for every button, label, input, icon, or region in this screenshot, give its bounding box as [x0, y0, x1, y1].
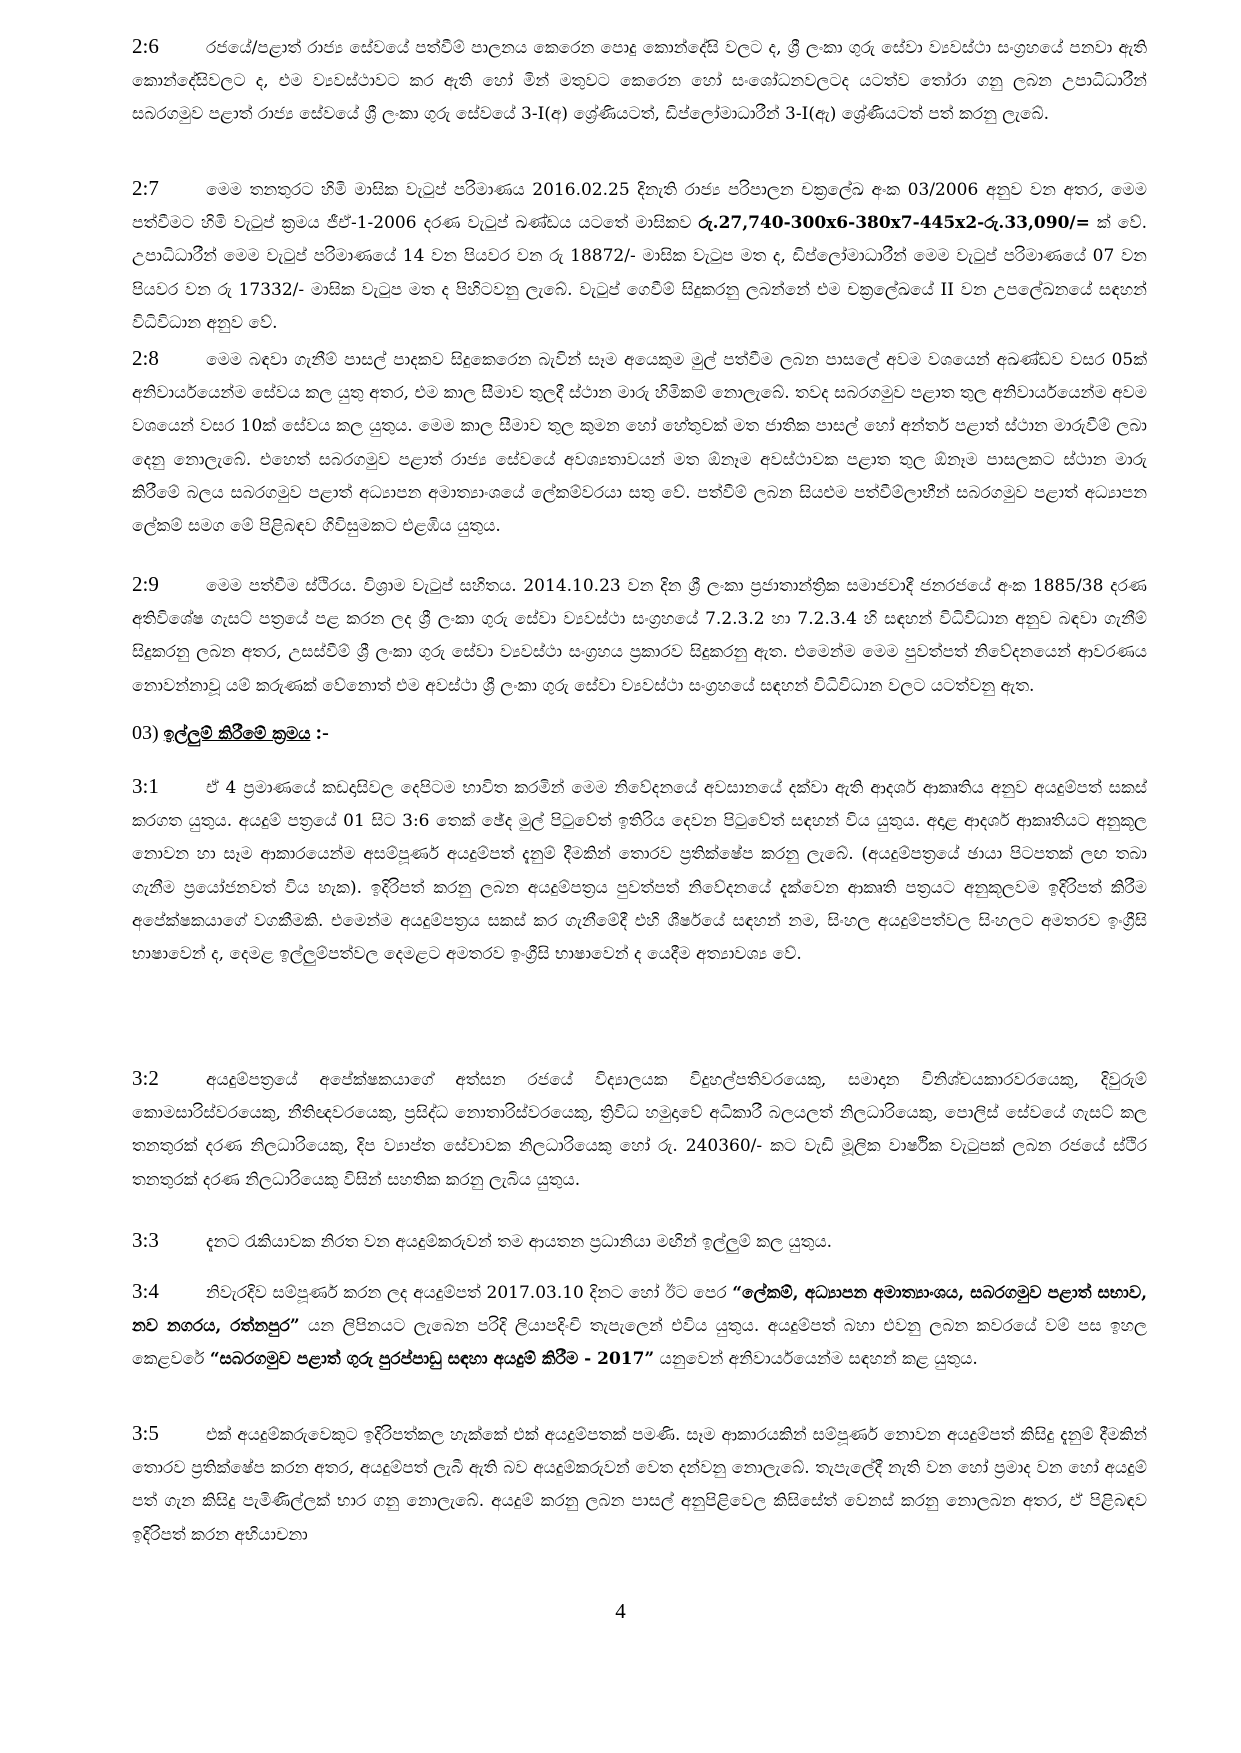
paragraph-2-7: [132, 172, 1147, 340]
section-number: 03): [132, 722, 159, 744]
paragraph-number: 3:1: [132, 774, 159, 798]
section-heading: [132, 717, 329, 751]
paragraph-text: අයදුම්පත්‍රයේ අපේක්ෂකයාගේ අත්සන රජයේ විද්‍යාලයක විදුහල්පතිවරයෙකු, සමාදාන විනිශ්චයකාරවරයෙකු, දිවුරුම් කොමසාරිස්වරයෙකු, නීතිඥවරයෙකු, ප්‍රසිද්ධ නොතාරිස්වරයෙකු, ත්‍රිවිධ හමුදාවේ අධිකාරී බලයලත් නිලධාරියෙකු, පොලිස් සේවයේ ගැසට් කල තනතුරක් දරණ නිලධාරියෙකු, දිප ව්‍යාප්ත සේවාවක නිලධාරියෙකු හෝ රු. 240360/- කට වැඩි මූලික වාර්ෂික වැටුපක් ලබන රජයේ ස්ථිර තනතුරක් දරණ නිලධාරියෙකු විසින් සහතික කරනු ලැබිය යුතුය.: [132, 1070, 1147, 1190]
paragraph-2-6: [132, 30, 1147, 132]
section-title: ඉල්ලුම් කිරීමේ ක්‍රමය: [163, 724, 311, 744]
paragraph-number: 2:6: [132, 34, 159, 58]
paragraph-text: නිවැරදිව සම්පූර්ණ කරන ලද අයදුම්පත් 2017.03.10 දිනට හෝ ඊට පෙර: [206, 1283, 733, 1303]
paragraph-text: මෙම තනතුරට හිමි මාසික වැටුප් පරිමාණය 2016.02.25 දිනැති රාජ්‍ය පරිපාලන චක්‍රලේඛ අංක 03/2006 අනුව වන අතර, මෙම පත්වීමට හිමි වැටුප් ක්‍රමය ජීඒ-1-2006 දරණ වැටුප් ඛණ්ඩය යටතේ මාසිකව: [132, 180, 1147, 234]
paragraph-number: 2:9: [132, 572, 159, 596]
paragraph-text: මෙම බඳවා ගැනීම් පාසල් පාදකව සිදුකෙරෙන බැවින් සෑම අයෙකුම මුල් පත්වීම ලබන පාසලේ අවම වශයෙන් අඛණ්ඩව වසර 05ක් අනිවාර්යයෙන්ම සේවය කල යුතු අතර, එම කාල සීමාව තුලදී ස්ථාන මාරු හිමිකම් නොලැබේ. තවද සබරගමුව පළාත තුල අනිවාර්යයෙන්ම අවම වශයෙන් වසර 10ක් සේවය කල යුතුය. මෙම කාල සීමාව තුල කුමන හෝ හේතුවක් මත ජාතික පාසල් හෝ අන්තර් පළාත් ස්ථාන මාරුවීම් ලබා දෙනු නොලැබේ. එහෙත් සබරගමුව පළාත් රාජ්‍ය සේවයේ අවශ්‍යතාවයන් මත ඕනෑම අවස්ථාවක පළාත තුල ඕනෑම පාසලකට ස්ථාන මාරු කිරීමේ බලය සබරගමුව පළාත් අධ්‍යාපන අමාත්‍යාංශයේ ලේකම්වරයා සතු වේ. පත්වීම් ලබන සියළුම පත්වීම්ලාභීන් සබරගමුව පළාත් අධ්‍යාපන ලේකම් සමග මේ පිළිබඳව ගිවිසුමකට එළඹිය යුතුය.: [132, 350, 1147, 537]
paragraph-text: රජයේ/පළාත් රාජ්‍ය සේවයේ පත්වීම් පාලනය කෙරෙන පොදු කොන්දේසි වලට ද, ශ්‍රී ලංකා ගුරු සේවා ව්‍යවස්ථා සංග්‍රහයේ පනවා ඇති කොන්දේසිවලට ද, එම ව්‍යවස්ථාවට කර ඇති හෝ මින් මතුවට කෙරෙන හෝ සංශෝධනවලටද යටත්ව තෝරා ගනු ලබන උපාධිධාරීන් සබරගමුව පළාත් රාජ්‍ය සේවයේ ශ්‍රී ලංකා ගුරු සේවයේ 3-I(අ) ශ්‍රේණියටත්, ඩිප්ලෝමාධාරීන් 3-I(ඇ) ශ්‍රේණියටත් පත් කරනු ලැබේ.: [132, 38, 1147, 125]
paragraph-2-8: [132, 342, 1147, 543]
paragraph-3-5: [132, 1417, 1147, 1552]
section-suffix: :-: [310, 722, 329, 744]
paragraph-3-1: [132, 770, 1147, 971]
paragraph-number: 3:5: [132, 1421, 159, 1445]
paragraph-number: 3:3: [132, 1228, 159, 1252]
paragraph-text: ක් වේ. උපාධිධාරීන් මෙම වැටුප් පරිමාණයේ 14 වන පියවර වන රු 18872/- මාසික වැටුප මත ද, ඩිප්ලෝමාධාරීන් මෙම වැටුප් පරිමාණයේ 07 වන පියවර වන රු 17332/- මාසික වැටුප මත ද පිහිටවනු ලැබේ. වැටුප් ගෙවීම් සිදුකරනු ලබන්නේ එම චක්‍රලේඛයේ II වන උපලේඛනයේ සඳහන් විධිවිධාන අනුව වේ.: [132, 213, 1147, 333]
paragraph-number: 3:4: [132, 1279, 159, 1303]
paragraph-number: 2:8: [132, 346, 159, 370]
paragraph-text: එක් අයදුම්කරුවෙකුට ඉදිරිපත්කල හැක්කේ එක් අයදුම්පතක් පමණි. සෑම ආකාරයකින් සම්පූර්ණ නොවන අයදුම්පත් කිසිදු දැනුම් දීමකින් තොරව ප්‍රතික්ෂේප කරන අතර, අයදුම්පත් ලැබී ඇති බව අයදුම්කරුවන් වෙත දන්වනු නොලැබේ. තැපැලේදී නැති වන හෝ ප්‍රමාද වන හෝ අයදුම් පත් ගැන කිසිදු පැමිණිල්ලක් භාර ගනු නොලැබේ. අයදුම් කරනු ලබන පාසල් අනුපිළිවෙල කිසිසේත් වෙනස් කරනු නොලබන අතර, ඒ පිළිබඳව ඉදිරිපත් කරන අභියාචනා: [132, 1425, 1147, 1545]
paragraph-text: ඒ 4 ප්‍රමාණයේ කඩදාසිවල දෙපිටම භාවිත කරමින් මෙම නිවේදනයේ අවසානයේ දක්වා ඇති ආදර්ශ ආකෘතිය අනුව අයදුම්පත් සකස් කරගත යුතුය. අයදුම් පත්‍රයේ 01 සිට 3:6 තෙක් ඡේද මුල් පිටුවේත් ඉතිරිය දෙවන පිටුවේත් සඳහන් විය යුතුය. අදාළ ආදර්ශ ආකෘතියට අනුකූල නොවන හා සෑම ආකාරයෙන්ම අසම්පූර්ණ අයදුම්පත් දැනුම් දීමකින් තොරව ප්‍රතික්ෂේප කරනු ලැබේ. (අයදුම්පත්‍රයේ ඡායා පිටපතක් ලඟ තබා ගැනීම ප්‍රයෝජනවත් විය හැක). ඉදිරිපත් කරනු ලබන අයදුම්පත්‍රය පුවත්පත් නිවේදනයේ දැක්වෙන ආකෘති පත්‍රයට අනුකූලවම ඉදිරිපත් කිරීම අපේක්ෂකයාගේ වගකීමකි. එමෙන්ම අයදුම්පත්‍රය සකස් කර ගැනීමේදී එහි ශීර්ෂයේ සඳහන් නම, සිංහල අයදුම්පත්වල සිංහලට අමතරව ඉංග්‍රීසි භාෂාවෙන් ද, දෙමළ ඉල්ලුම්පත්වල දෙමළට අමතරව ඉංග්‍රීසි භාෂාවෙන් ද යෙදීම අත්‍යාවශ්‍ය වේ.: [132, 778, 1147, 965]
paragraph-number: 2:7: [132, 176, 159, 200]
paragraph-text: යන ලිපිනයට ලැබෙන පරිදි ලියාපදිංචි තැපැලෙන් එවිය යුතුය. අයදුම්පත් බහා එවනු ලබන කවරයේ වම් පස ඉහල කෙළවරේ: [132, 1316, 1147, 1370]
page-number: 4: [615, 1599, 626, 1623]
paragraph-3-3: [132, 1224, 1147, 1259]
submission-address: “ලේකම්, අධ්‍යාපන අමාත්‍යාංශය, සබරගමුව පළාත් සභාව, නව නගරය, රත්නපුර”: [132, 1283, 1148, 1337]
envelope-marking: “සබරගමුව පළාත් ගුරු පුරප්පාඩු සඳහා අයදුම් කිරීම - 2017”: [209, 1349, 655, 1370]
paragraph-3-4: [132, 1275, 1147, 1377]
paragraph-text: මෙම පත්වීම ස්ථිරය. විශ්‍රාම වැටුප් සහිතය. 2014.10.23 වන දින ශ්‍රී ලංකා ප්‍රජාතාන්ත්‍රික සමාජවාදී ජනරජයේ අංක 1885/38 දරණ අතිවිශේෂ ගැසට් පත්‍රයේ පළ කරන ලද ශ්‍රී ලංකා ගුරු සේවා ව්‍යවස්ථා සංග්‍රහයේ 7.2.3.2 හා 7.2.3.4 හි සඳහන් විධිවිධාන අනුව බඳවා ගැනීම් සිදුකරනු ලබන අතර, උසස්වීම් ශ්‍රී ලංකා ගුරු සේවා ව්‍යවස්ථා සංග්‍රහය ප්‍රකාරව සිදුකරනු ඇත. එමෙන්ම මෙම පුවත්පත් නිවේදනයෙන් ආවරණය නොවන්නාවූ යම් කරුණක් වේනොත් එම අවස්ථා ශ්‍රී ලංකා ගුරු සේවා ව්‍යවස්ථා සංග්‍රහයේ සඳහන් විධිවිධාන වලට යටත්වනු ඇත.: [132, 576, 1147, 696]
salary-scale: රු.27,740-300x6-380x7-445x2-රු.33,090/=: [698, 213, 1090, 234]
paragraph-3-2: [132, 1062, 1147, 1197]
paragraph-text: දැනට රැකියාවක නිරත වන අයදුම්කරුවන් තම ආයතන ප්‍රධානියා මඟින් ඉල්ලුම් කල යුතුය.: [206, 1232, 833, 1252]
paragraph-text: යනුවෙන් අනිවාර්යයෙන්ම සඳහන් කළ යුතුය.: [654, 1349, 978, 1370]
paragraph-2-9: [132, 568, 1147, 703]
paragraph-number: 3:2: [132, 1066, 159, 1090]
